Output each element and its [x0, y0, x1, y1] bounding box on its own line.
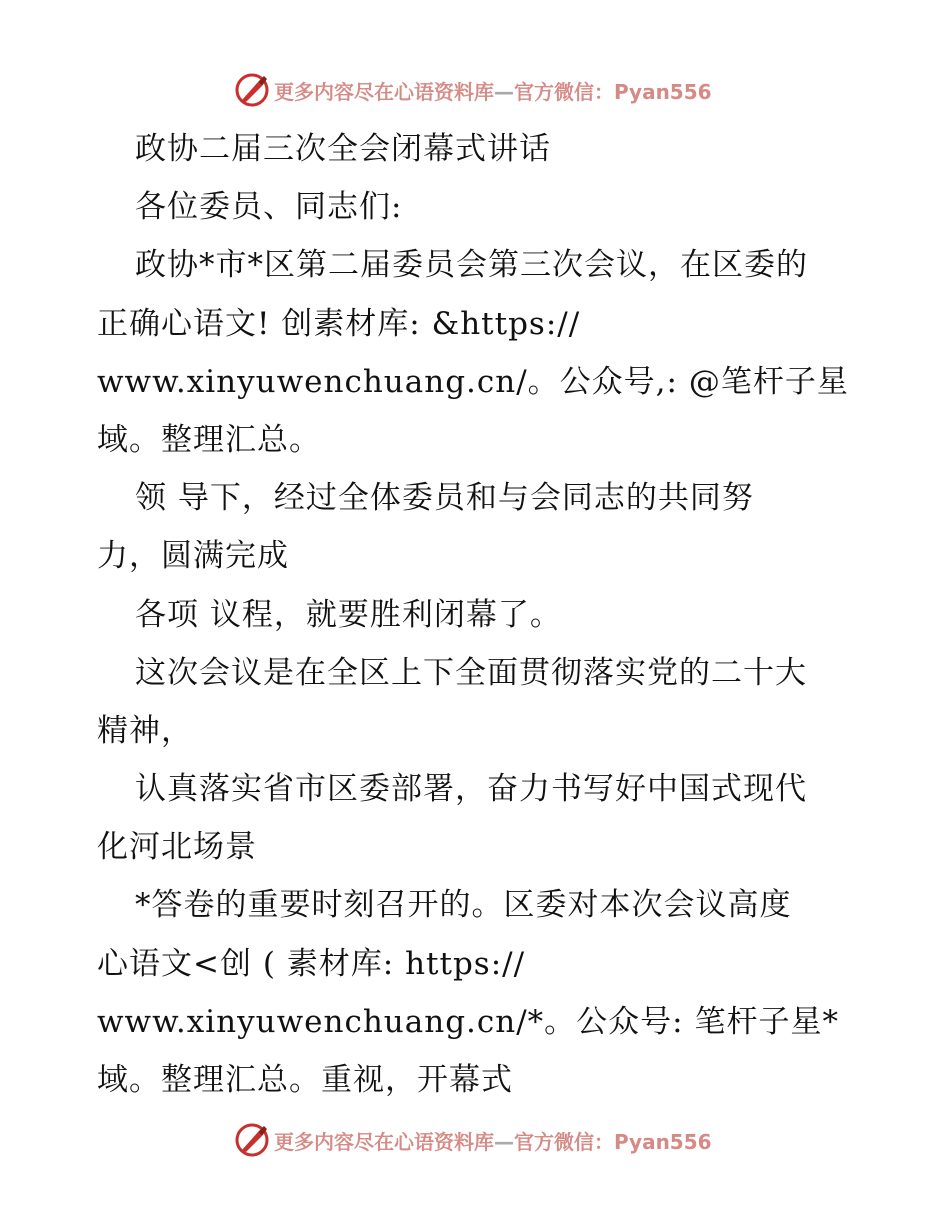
document-body [97, 120, 877, 1109]
banner-brand-text: 更多内容尽在心语资料库 [274, 79, 494, 104]
paragraph-line: *答卷的重要时刻召开的。区委对本次会议高度 [135, 887, 792, 924]
banner-separator: — [494, 79, 514, 104]
header-banner [234, 70, 754, 110]
paragraph-line: 心语文<创 ( 素材库: https:// [97, 945, 526, 982]
document-title: 政协二届三次全会闭幕式讲话 [135, 131, 551, 167]
paragraph-line: 政协*市*区第二届委员会第三次会议，在区委的 [135, 247, 808, 284]
banner-official-text: 官方微信： [514, 1129, 614, 1154]
pen-logo-icon [234, 72, 270, 108]
paragraph-line: 正确心语文! 创素材库: &https:// [97, 305, 581, 342]
pen-logo-icon [234, 1122, 270, 1158]
paragraph-line: 各项 议程，就要胜利闭幕了。 [135, 596, 562, 633]
banner-text [274, 76, 712, 105]
paragraph-line: 这次会议是在全区上下全面贯彻落实党的二十大 [135, 654, 807, 691]
paragraph-line: 域。整理汇总。重视，开幕式 [97, 1062, 513, 1098]
paragraph-line: 认真落实省市区委部署，奋力书写好中国式现代 [135, 771, 807, 808]
banner-wechat-id: Pyan556 [614, 1129, 712, 1154]
banner-brand-text: 更多内容尽在心语资料库 [274, 1129, 494, 1154]
banner-text [274, 1126, 712, 1155]
banner-separator: — [494, 1129, 514, 1154]
banner-official-text: 官方微信： [514, 79, 614, 104]
paragraph-line: 化河北场景 [97, 829, 257, 866]
paragraph-line: 力，圆满完成 [97, 538, 289, 575]
paragraph-line: 域。整理汇总。 [97, 421, 321, 458]
paragraph-line: 领 导下，经过全体委员和与会同志的共同努 [135, 480, 754, 517]
paragraph-line: www.xinyuwenchuang.cn/*。公众号: 笔杆子星* [97, 1003, 839, 1040]
paragraph-line: 精神， [97, 712, 193, 749]
footer-banner [234, 1120, 754, 1160]
paragraph-line: www.xinyuwenchuang.cn/。公众号,: @笔杆子星 [97, 363, 849, 400]
salutation: 各位委员、同志们: [135, 189, 403, 226]
banner-wechat-id: Pyan556 [614, 79, 712, 104]
